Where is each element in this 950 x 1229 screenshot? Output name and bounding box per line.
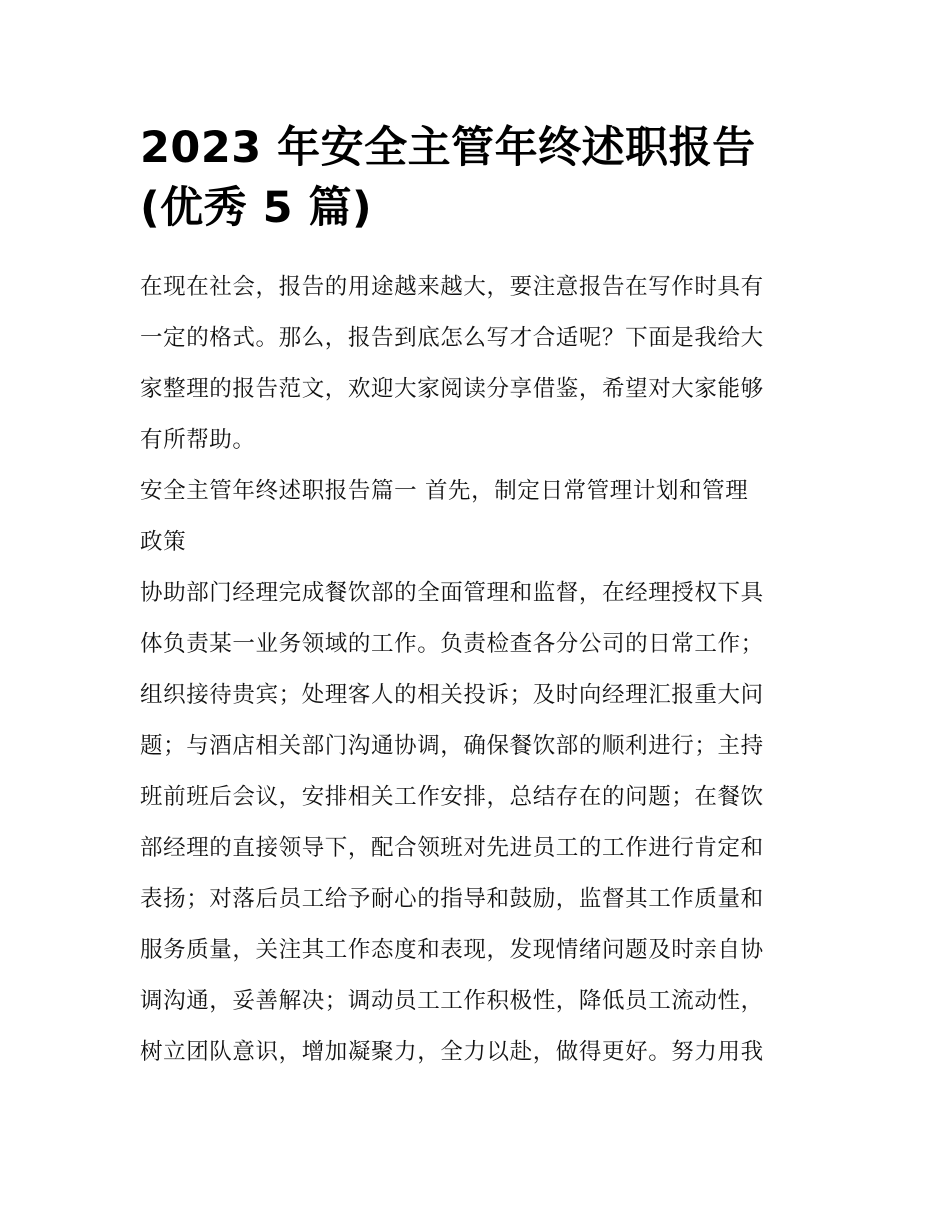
text-line: 一定的格式。那么，报告到底怎么写才合适呢？下面是我给大 [140,325,764,351]
text-line: 家整理的报告范文，欢迎大家阅读分享借鉴，希望对大家能够 [140,376,764,402]
text-line: 树立团队意识，增加凝聚力，全力以赴，做得更好。努力用我 [140,1039,764,1065]
document-content [140,118,815,1078]
text-line: 协助部门经理完成餐饮部的全面管理和监督，在经理授权下具 [140,580,764,606]
text-line: 表扬；对落后员工给予耐心的指导和鼓励，监督其工作质量和 [140,886,764,912]
document-body [140,262,815,1078]
text-line: 体负责某一业务领域的工作。负责检查各分公司的日常工作； [140,631,764,657]
title-line: 2023 年安全主管年终述职报告 [140,123,756,173]
text-line: 调沟通，妥善解决；调动员工工作积极性，降低员工流动性， [140,988,764,1014]
text-line: 部经理的直接领导下，配合领班对先进员工的工作进行肯定和 [140,835,764,861]
text-line: 安全主管年终述职报告篇一 首先，制定日常管理计划和管理 [140,478,749,504]
intro-paragraph [140,262,815,466]
text-line: 题；与酒店相关部门沟通协调，确保餐饮部的顺利进行；主持 [140,733,764,759]
body-paragraph [140,568,815,1078]
document-title [140,118,815,238]
text-line: 服务质量，关注其工作态度和表现，发现情绪问题及时亲自协 [140,937,764,963]
text-line: 有所帮助。 [140,427,256,453]
text-line: 在现在社会，报告的用途越来越大，要注意报告在写作时具有 [140,274,764,300]
text-line: 班前班后会议，安排相关工作安排，总结存在的问题；在餐饮 [140,784,764,810]
section-heading-paragraph [140,466,815,568]
text-line: 政策 [140,529,187,555]
text-line: 组织接待贵宾；处理客人的相关投诉；及时向经理汇报重大问 [140,682,764,708]
title-line: (优秀 5 篇) [140,183,373,233]
